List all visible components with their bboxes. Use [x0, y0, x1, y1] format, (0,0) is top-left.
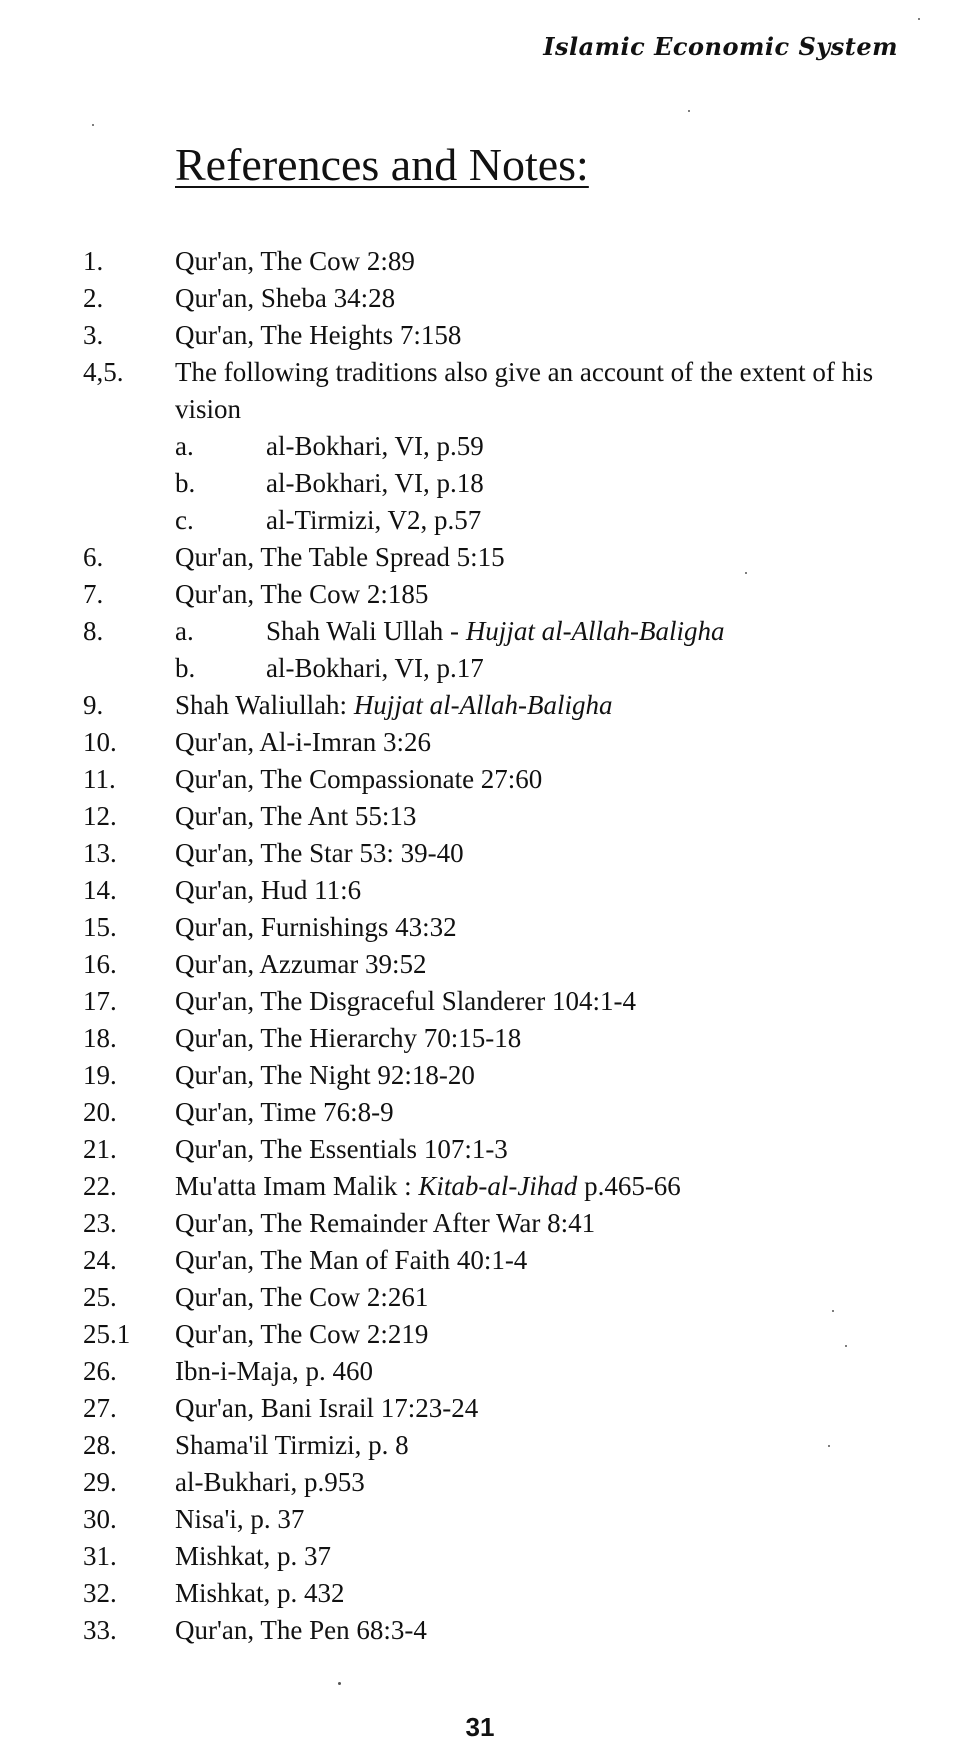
- note-item: [0, 1205, 960, 1242]
- note-text-main: Qur'an, Time 76:8-9: [175, 1097, 394, 1127]
- note-number: 6.: [83, 542, 104, 572]
- note-item: [0, 650, 960, 687]
- note-text-main: Qur'an, The Pen 68:3-4: [175, 1615, 427, 1645]
- note-item: [0, 539, 960, 576]
- note-text-main: Qur'an, The Cow 2:261: [175, 1282, 429, 1312]
- note-item: [0, 909, 960, 946]
- note-text: [175, 1316, 905, 1353]
- note-text: [175, 1427, 905, 1464]
- note-text: [266, 465, 484, 502]
- note-text-main: al-Bukhari, p.953: [175, 1467, 365, 1497]
- note-item: [0, 761, 960, 798]
- note-item: [0, 798, 960, 835]
- scan-speck: [338, 1682, 341, 1685]
- note-item: [0, 835, 960, 872]
- note-text: [175, 872, 905, 909]
- note-number: 24.: [83, 1245, 117, 1275]
- note-text: [175, 1501, 905, 1538]
- note-text: [175, 1464, 905, 1501]
- note-text-main: Qur'an, The Table Spread 5:15: [175, 542, 505, 572]
- note-text: [175, 539, 905, 576]
- note-text: [175, 1168, 905, 1205]
- note-number: 27.: [83, 1393, 117, 1423]
- note-item: [0, 1612, 960, 1649]
- note-text: [175, 761, 905, 798]
- note-item: [0, 243, 960, 280]
- note-number: 30.: [83, 1504, 117, 1534]
- note-number: 7.: [83, 579, 104, 609]
- note-text-main: Qur'an, The Star 53: 39-40: [175, 838, 464, 868]
- note-text-main: Ibn-i-Maja, p. 460: [175, 1356, 373, 1386]
- note-item: [0, 1501, 960, 1538]
- note-item: [0, 983, 960, 1020]
- note-item: [0, 1390, 960, 1427]
- note-text-main: Mishkat, p. 37: [175, 1541, 332, 1571]
- note-item: [0, 1242, 960, 1279]
- note-text: [175, 946, 905, 983]
- note-text-main: Qur'an, The Ant 55:13: [175, 801, 417, 831]
- note-sub-letter: a.: [175, 431, 194, 461]
- note-item: [0, 1094, 960, 1131]
- note-item: [0, 1353, 960, 1390]
- note-text-main: Qur'an, The Night 92:18-20: [175, 1060, 475, 1090]
- note-text: [175, 354, 905, 428]
- scan-speck: [845, 1345, 847, 1347]
- note-item: [0, 354, 960, 428]
- note-text: [266, 502, 481, 539]
- note-sub-letter: c.: [175, 505, 194, 535]
- note-text-main: al-Bokhari, VI, p.59: [266, 431, 484, 461]
- note-text-main: Qur'an, Bani Israil 17:23-24: [175, 1393, 479, 1423]
- note-text: [175, 243, 905, 280]
- scan-speck: [745, 572, 747, 574]
- note-text-main: Shah Wali Ullah -: [266, 616, 466, 646]
- note-text-main: Nisa'i, p. 37: [175, 1504, 305, 1534]
- notes-list: [0, 243, 960, 1649]
- note-text: [175, 798, 905, 835]
- note-item: [0, 1538, 960, 1575]
- note-text-main: Qur'an, The Cow 2:219: [175, 1319, 429, 1349]
- note-text: [175, 687, 905, 724]
- note-item: [0, 724, 960, 761]
- note-text-main: Mu'atta Imam Malik :: [175, 1171, 419, 1201]
- note-text: [175, 1279, 905, 1316]
- note-number: 25.1: [83, 1319, 131, 1349]
- note-text-main: Qur'an, Hud 11:6: [175, 875, 362, 905]
- note-text-main: Qur'an, Azzumar 39:52: [175, 949, 427, 979]
- note-text-main: Qur'an, The Cow 2:89: [175, 246, 415, 276]
- note-number: 4,5.: [83, 357, 124, 387]
- note-sub-letter: a.: [175, 616, 194, 646]
- note-number: 13.: [83, 838, 117, 868]
- note-item: [0, 1316, 960, 1353]
- note-text: [175, 280, 905, 317]
- note-text-main: al-Bokhari, VI, p.18: [266, 468, 484, 498]
- note-text: [266, 613, 725, 650]
- note-number: 25.: [83, 1282, 117, 1312]
- note-number: 28.: [83, 1430, 117, 1460]
- note-item: [0, 502, 960, 539]
- note-number: 9.: [83, 690, 104, 720]
- note-text: [175, 1353, 905, 1390]
- note-number: 20.: [83, 1097, 117, 1127]
- note-text-main: Qur'an, The Compassionate 27:60: [175, 764, 543, 794]
- note-number: 11.: [83, 764, 116, 794]
- note-text: [175, 983, 905, 1020]
- note-text: [175, 1020, 905, 1057]
- page-number: 31: [465, 1712, 495, 1742]
- note-text-after: p.465-66: [577, 1171, 681, 1201]
- note-text: [175, 576, 905, 613]
- note-number: 8.: [83, 616, 104, 646]
- note-number: 3.: [83, 320, 104, 350]
- note-item: [0, 1057, 960, 1094]
- note-text-main: Qur'an, Al-i-Imran 3:26: [175, 727, 432, 757]
- note-item: [0, 613, 960, 650]
- note-text: [175, 1131, 905, 1168]
- note-text-main: Qur'an, The Man of Faith 40:1-4: [175, 1245, 528, 1275]
- note-text-main: al-Bokhari, VI, p.17: [266, 653, 484, 683]
- note-item: [0, 280, 960, 317]
- note-number: 15.: [83, 912, 117, 942]
- note-item: [0, 1575, 960, 1612]
- note-number: 14.: [83, 875, 117, 905]
- note-text: [175, 317, 905, 354]
- note-number: 23.: [83, 1208, 117, 1238]
- note-title-italic: Hujjat al-Allah-Baligha: [353, 690, 613, 720]
- note-text-main: Qur'an, The Disgraceful Slanderer 104:1-4: [175, 986, 636, 1016]
- note-item: [0, 317, 960, 354]
- note-number: 22.: [83, 1171, 117, 1201]
- note-text: [175, 1094, 905, 1131]
- note-item: [0, 946, 960, 983]
- note-title-italic: Hujjat al-Allah-Baligha: [465, 616, 725, 646]
- note-text: [175, 1205, 905, 1242]
- note-text-main: Qur'an, Sheba 34:28: [175, 283, 396, 313]
- note-item: [0, 1464, 960, 1501]
- note-item: [0, 576, 960, 613]
- note-number: 10.: [83, 727, 117, 757]
- note-number: 31.: [83, 1541, 117, 1571]
- page-title: References and Notes:: [175, 139, 589, 190]
- note-text-main: Qur'an, The Essentials 107:1-3: [175, 1134, 508, 1164]
- scan-speck: [832, 1310, 834, 1312]
- note-text-main: al-Tirmizi, V2, p.57: [266, 505, 482, 535]
- scan-speck: [92, 124, 94, 126]
- note-item: [0, 465, 960, 502]
- note-text: [175, 1575, 905, 1612]
- note-sub-letter: b.: [175, 468, 196, 498]
- scan-speck: [828, 1445, 830, 1447]
- note-text: [175, 724, 905, 761]
- note-item: [0, 428, 960, 465]
- note-text: [266, 428, 484, 465]
- note-item: [0, 1279, 960, 1316]
- note-text: [175, 1390, 905, 1427]
- note-text-main: Shama'il Tirmizi, p. 8: [175, 1430, 409, 1460]
- note-number: 1.: [83, 246, 104, 276]
- note-text: [175, 1057, 905, 1094]
- note-sub-letter: b.: [175, 653, 196, 683]
- note-text-main: Mishkat, p. 432: [175, 1578, 345, 1608]
- scan-speck: [918, 18, 920, 20]
- note-item: [0, 1168, 960, 1205]
- note-text: [175, 909, 905, 946]
- note-title-italic: Kitab-al-Jihad: [418, 1171, 578, 1201]
- note-text: [175, 1538, 905, 1575]
- note-item: [0, 687, 960, 724]
- note-item: [0, 872, 960, 909]
- note-item: [0, 1131, 960, 1168]
- note-text-main: Qur'an, The Cow 2:185: [175, 579, 429, 609]
- note-number: 33.: [83, 1615, 117, 1645]
- note-text-main: The following traditions also give an account of the extent of his vision: [175, 357, 874, 424]
- note-number: 2.: [83, 283, 104, 313]
- note-number: 17.: [83, 986, 117, 1016]
- scan-speck: [688, 110, 690, 112]
- note-number: 26.: [83, 1356, 117, 1386]
- note-number: 19.: [83, 1060, 117, 1090]
- note-number: 29.: [83, 1467, 117, 1497]
- note-text: [175, 1612, 905, 1649]
- note-number: 32.: [83, 1578, 117, 1608]
- running-header: Islamic Economic System: [543, 32, 898, 61]
- note-number: 21.: [83, 1134, 117, 1164]
- note-text-main: Qur'an, Furnishings 43:32: [175, 912, 457, 942]
- note-text-main: Qur'an, The Remainder After War 8:41: [175, 1208, 596, 1238]
- note-number: 12.: [83, 801, 117, 831]
- note-text: [175, 1242, 905, 1279]
- note-number: 16.: [83, 949, 117, 979]
- note-item: [0, 1427, 960, 1464]
- note-text: [266, 650, 484, 687]
- note-text-main: Shah Waliullah:: [175, 690, 354, 720]
- note-number: 18.: [83, 1023, 117, 1053]
- note-item: [0, 1020, 960, 1057]
- note-text-main: Qur'an, The Heights 7:158: [175, 320, 462, 350]
- note-text: [175, 835, 905, 872]
- note-text-main: Qur'an, The Hierarchy 70:15-18: [175, 1023, 522, 1053]
